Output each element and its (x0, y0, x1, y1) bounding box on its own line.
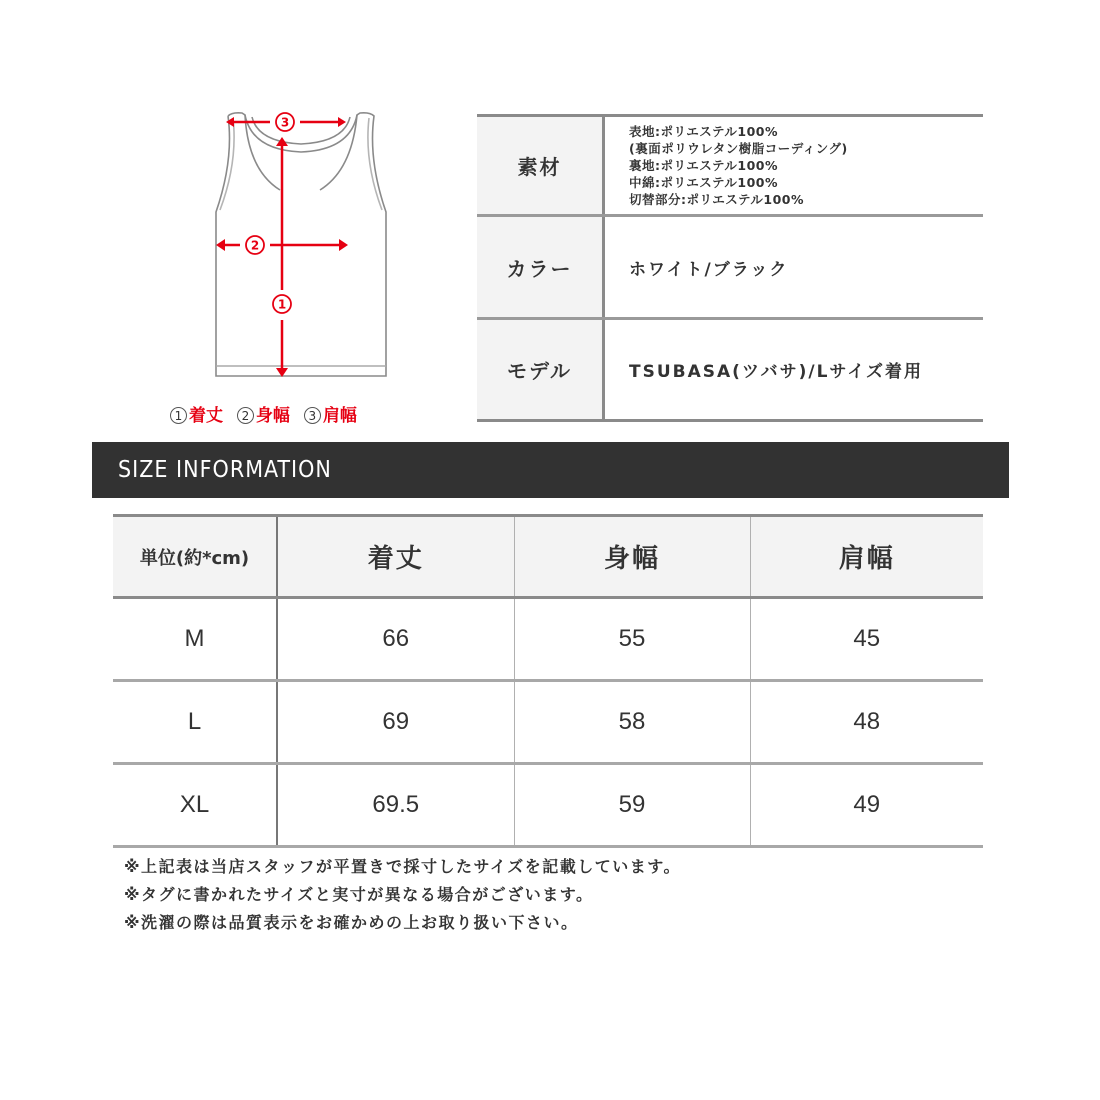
cell-width: 59 (514, 764, 750, 847)
tank-top-illustration (200, 100, 400, 390)
svg-text:1: 1 (277, 297, 287, 312)
legend-item-shoulder: 3 肩幅 (304, 406, 357, 426)
cell-shoulder: 49 (750, 764, 983, 847)
cell-shoulder: 48 (750, 681, 983, 764)
table-row (113, 598, 983, 681)
cell-width: 58 (514, 681, 750, 764)
info-label: カラー (477, 217, 605, 317)
table-row (113, 681, 983, 764)
material-line: (裏面ポリウレタン樹脂コーディング) (629, 141, 848, 156)
column-header-shoulder: 肩幅 (750, 516, 983, 598)
size-label: L (113, 681, 277, 764)
size-label: XL (113, 764, 277, 847)
size-label: M (113, 598, 277, 681)
cell-length: 69.5 (277, 764, 514, 847)
info-value: TSUBASA(ツバサ)/Lサイズ着用 (629, 362, 924, 382)
material-list (605, 117, 983, 214)
info-row-color (477, 217, 983, 320)
size-notes (124, 853, 681, 937)
info-label: 素材 (477, 117, 605, 214)
size-table-header (113, 516, 983, 598)
material-line: 切替部分:ポリエステル100% (629, 192, 804, 207)
note-line: ※タグに書かれたサイズと実寸が異なる場合がございます。 (124, 885, 594, 904)
info-value: ホワイト/ブラック (629, 259, 789, 280)
cell-length: 66 (277, 598, 514, 681)
svg-text:3: 3 (280, 115, 290, 130)
measurement-arrows (216, 117, 348, 377)
column-header-width: 身幅 (514, 516, 750, 598)
marker-1-icon: 1 (170, 407, 187, 424)
marker-2-icon: 2 (237, 407, 254, 424)
material-line: 表地:ポリエステル100% (629, 124, 778, 139)
measurement-legend (170, 401, 390, 427)
cell-shoulder: 45 (750, 598, 983, 681)
product-info-table (477, 114, 983, 422)
marker-3-icon: 3 (304, 407, 321, 424)
cell-length: 69 (277, 681, 514, 764)
garment-diagram (200, 100, 400, 390)
material-line: 裏地:ポリエステル100% (629, 158, 778, 173)
info-row-material (477, 117, 983, 217)
legend-item-length: 1 着丈 (170, 406, 223, 426)
svg-text:2: 2 (250, 238, 260, 253)
table-row (113, 764, 983, 847)
size-table (113, 514, 983, 848)
column-header-unit: 単位(約*cm) (113, 516, 277, 598)
note-line: ※洗濯の際は品質表示をお確かめの上お取り扱い下さい。 (124, 913, 579, 932)
cell-width: 55 (514, 598, 750, 681)
material-line: 中綿:ポリエステル100% (629, 175, 778, 190)
legend-item-width: 2 身幅 (237, 406, 290, 426)
info-label: モデル (477, 320, 605, 419)
info-row-model (477, 320, 983, 422)
note-line: ※上記表は当店スタッフが平置きで採寸したサイズを記載しています。 (124, 857, 681, 876)
column-header-length: 着丈 (277, 516, 514, 598)
section-header: SIZE INFORMATION (92, 442, 1009, 498)
